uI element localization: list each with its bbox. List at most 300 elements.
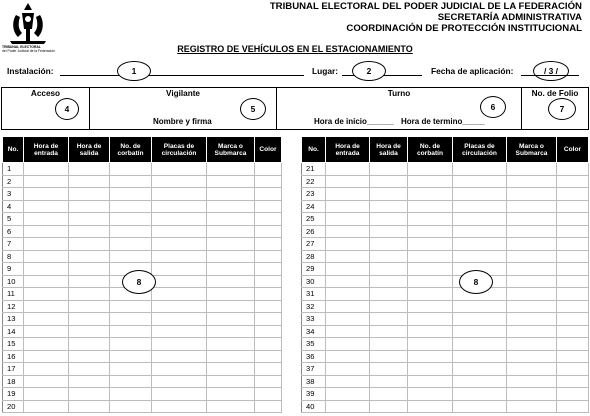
- table-cell[interactable]: [326, 375, 370, 388]
- table-cell[interactable]: [408, 313, 453, 326]
- table-cell[interactable]: [557, 263, 589, 276]
- table-cell[interactable]: [408, 188, 453, 201]
- table-cell[interactable]: [408, 200, 453, 213]
- table-row: [3, 200, 282, 213]
- table-cell[interactable]: [24, 213, 69, 226]
- table-cell[interactable]: [326, 175, 370, 188]
- table-cell[interactable]: [110, 225, 152, 238]
- table-cell[interactable]: [255, 200, 282, 213]
- table-cell[interactable]: [326, 163, 370, 176]
- table-cell[interactable]: [453, 250, 507, 263]
- table-cell[interactable]: [69, 288, 110, 301]
- table-cell[interactable]: [207, 350, 255, 363]
- marker-8-right: 8: [459, 270, 493, 294]
- row-number: 26: [302, 225, 326, 238]
- table-row: [3, 388, 282, 401]
- table-cell[interactable]: [255, 338, 282, 351]
- row-number: 7: [3, 238, 24, 251]
- marker-8-left: 8: [122, 270, 156, 294]
- table-cell[interactable]: [255, 238, 282, 251]
- table-cell[interactable]: [507, 338, 557, 351]
- table-cell[interactable]: [207, 213, 255, 226]
- table-cell[interactable]: [24, 163, 69, 176]
- table-cell[interactable]: [69, 313, 110, 326]
- instalacion-field[interactable]: [60, 75, 304, 76]
- table-row: [302, 250, 589, 263]
- table-cell[interactable]: [557, 275, 589, 288]
- table-cell[interactable]: [207, 163, 255, 176]
- table-cell[interactable]: [453, 300, 507, 313]
- table-cell[interactable]: [408, 225, 453, 238]
- table-cell[interactable]: [207, 175, 255, 188]
- table-cell[interactable]: [370, 200, 408, 213]
- table-cell[interactable]: [557, 338, 589, 351]
- table-cell[interactable]: [110, 300, 152, 313]
- table-cell[interactable]: [110, 213, 152, 226]
- table-cell[interactable]: [110, 188, 152, 201]
- vigilante-subtitle: Nombre y firma: [153, 117, 212, 126]
- table-cell[interactable]: [152, 250, 207, 263]
- table-cell[interactable]: [110, 175, 152, 188]
- table-cell[interactable]: [152, 238, 207, 251]
- table-cell[interactable]: [69, 350, 110, 363]
- table-cell[interactable]: [507, 300, 557, 313]
- table-cell[interactable]: [110, 400, 152, 413]
- table-cell[interactable]: [326, 213, 370, 226]
- table-cell[interactable]: [110, 388, 152, 401]
- table-cell[interactable]: [453, 325, 507, 338]
- table-cell[interactable]: [152, 338, 207, 351]
- table-cell[interactable]: [207, 313, 255, 326]
- table-row: [302, 350, 589, 363]
- table-cell[interactable]: [453, 225, 507, 238]
- table-cell[interactable]: [24, 300, 69, 313]
- table-cell[interactable]: [370, 263, 408, 276]
- table-row: [302, 263, 589, 276]
- table-cell[interactable]: [69, 363, 110, 376]
- table-cell[interactable]: [408, 213, 453, 226]
- row-number: 29: [302, 263, 326, 276]
- row-number: 22: [302, 175, 326, 188]
- table-cell[interactable]: [152, 363, 207, 376]
- table-cell[interactable]: [326, 388, 370, 401]
- table-cell[interactable]: [69, 325, 110, 338]
- table-header-row: [3, 137, 282, 163]
- table-cell[interactable]: [557, 363, 589, 376]
- table-cell[interactable]: [24, 238, 69, 251]
- table-cell[interactable]: [370, 275, 408, 288]
- table-cell[interactable]: [207, 188, 255, 201]
- row-number: 24: [302, 200, 326, 213]
- table-cell[interactable]: [453, 163, 507, 176]
- row-number: 40: [302, 400, 326, 413]
- table-cell[interactable]: [110, 375, 152, 388]
- table-cell[interactable]: [255, 388, 282, 401]
- table-cell[interactable]: [152, 213, 207, 226]
- table-cell[interactable]: [453, 313, 507, 326]
- table-cell[interactable]: [326, 350, 370, 363]
- table-cell[interactable]: [255, 263, 282, 276]
- table-cell[interactable]: [24, 325, 69, 338]
- table-cell[interactable]: [207, 388, 255, 401]
- table-cell[interactable]: [557, 388, 589, 401]
- table-cell[interactable]: [557, 350, 589, 363]
- table-cell[interactable]: [370, 225, 408, 238]
- col-corbatin: No. de corbatín: [408, 137, 453, 163]
- table-cell[interactable]: [453, 338, 507, 351]
- table-cell[interactable]: [24, 275, 69, 288]
- table-cell[interactable]: [207, 300, 255, 313]
- instalacion-label: Instalación:: [7, 66, 54, 76]
- table-cell[interactable]: [69, 263, 110, 276]
- table-cell[interactable]: [370, 300, 408, 313]
- col-marca: Marca o Submarca: [207, 137, 255, 163]
- table-cell[interactable]: [24, 288, 69, 301]
- table-cell[interactable]: [255, 275, 282, 288]
- table-cell[interactable]: [24, 388, 69, 401]
- table-cell[interactable]: [69, 375, 110, 388]
- table-cell[interactable]: [255, 288, 282, 301]
- table-cell[interactable]: [69, 225, 110, 238]
- table-cell[interactable]: [507, 363, 557, 376]
- col-color: Color: [557, 137, 589, 163]
- table-cell[interactable]: [453, 188, 507, 201]
- table-cell[interactable]: [408, 375, 453, 388]
- table-cell[interactable]: [255, 188, 282, 201]
- table-cell[interactable]: [557, 250, 589, 263]
- table-cell[interactable]: [207, 200, 255, 213]
- table-cell[interactable]: [557, 375, 589, 388]
- table-cell[interactable]: [152, 225, 207, 238]
- table-cell[interactable]: [507, 213, 557, 226]
- table-cell[interactable]: [152, 300, 207, 313]
- table-cell[interactable]: [207, 250, 255, 263]
- table-cell[interactable]: [110, 313, 152, 326]
- col-no: No.: [302, 137, 326, 163]
- table-row: [302, 188, 589, 201]
- table-row: [3, 250, 282, 263]
- table-cell[interactable]: [152, 375, 207, 388]
- acceso-section[interactable]: [1, 87, 90, 130]
- table-cell[interactable]: [255, 300, 282, 313]
- table-row: [302, 288, 589, 301]
- table-cell[interactable]: [557, 213, 589, 226]
- table-cell[interactable]: [370, 288, 408, 301]
- table-cell[interactable]: [152, 163, 207, 176]
- table-cell[interactable]: [255, 163, 282, 176]
- table-cell[interactable]: [370, 313, 408, 326]
- table-cell[interactable]: [507, 400, 557, 413]
- table-cell[interactable]: [507, 238, 557, 251]
- table-row: [302, 325, 589, 338]
- table-cell[interactable]: [453, 350, 507, 363]
- table-cell[interactable]: [24, 200, 69, 213]
- marker-3: / 3 /: [533, 61, 569, 81]
- table-cell[interactable]: [370, 175, 408, 188]
- table-cell[interactable]: [370, 363, 408, 376]
- table-cell[interactable]: [408, 275, 453, 288]
- table-cell[interactable]: [370, 338, 408, 351]
- table-cell[interactable]: [255, 225, 282, 238]
- table-cell[interactable]: [507, 225, 557, 238]
- table-cell[interactable]: [370, 163, 408, 176]
- table-cell[interactable]: [507, 188, 557, 201]
- table-row: [3, 375, 282, 388]
- row-number: 19: [3, 388, 24, 401]
- row-number: 27: [302, 238, 326, 251]
- table-cell[interactable]: [507, 388, 557, 401]
- row-number: 33: [302, 313, 326, 326]
- table-cell[interactable]: [152, 325, 207, 338]
- table-cell[interactable]: [557, 300, 589, 313]
- table-cell[interactable]: [507, 163, 557, 176]
- table-cell[interactable]: [24, 350, 69, 363]
- table-row: [3, 363, 282, 376]
- table-cell[interactable]: [152, 188, 207, 201]
- table-cell[interactable]: [24, 175, 69, 188]
- table-cell[interactable]: [408, 288, 453, 301]
- row-number: 5: [3, 213, 24, 226]
- table-cell[interactable]: [557, 288, 589, 301]
- table-cell[interactable]: [207, 375, 255, 388]
- table-cell[interactable]: [207, 325, 255, 338]
- table-cell[interactable]: [370, 325, 408, 338]
- table-cell[interactable]: [408, 238, 453, 251]
- table-cell[interactable]: [255, 375, 282, 388]
- table-cell[interactable]: [152, 350, 207, 363]
- table-header-row: [302, 137, 589, 163]
- table-cell[interactable]: [24, 375, 69, 388]
- table-cell[interactable]: [110, 350, 152, 363]
- table-cell[interactable]: [557, 225, 589, 238]
- table-cell[interactable]: [370, 375, 408, 388]
- table-cell[interactable]: [24, 263, 69, 276]
- table-cell[interactable]: [507, 175, 557, 188]
- table-cell[interactable]: [110, 338, 152, 351]
- table-cell[interactable]: [408, 263, 453, 276]
- table-cell[interactable]: [152, 275, 207, 288]
- table-cell[interactable]: [110, 250, 152, 263]
- table-cell[interactable]: [557, 163, 589, 176]
- table-cell[interactable]: [24, 400, 69, 413]
- table-cell[interactable]: [207, 400, 255, 413]
- table-cell[interactable]: [326, 225, 370, 238]
- table-cell[interactable]: [152, 388, 207, 401]
- vigilante-section[interactable]: [89, 87, 277, 130]
- table-cell[interactable]: [24, 188, 69, 201]
- table-cell[interactable]: [255, 350, 282, 363]
- table-cell[interactable]: [557, 400, 589, 413]
- table-cell[interactable]: [453, 363, 507, 376]
- table-cell[interactable]: [326, 250, 370, 263]
- table-cell[interactable]: [408, 388, 453, 401]
- col-marca: Marca o Submarca: [507, 137, 557, 163]
- table-cell[interactable]: [557, 188, 589, 201]
- table-cell[interactable]: [207, 363, 255, 376]
- table-cell[interactable]: [69, 213, 110, 226]
- table-cell[interactable]: [370, 388, 408, 401]
- turno-title: Turno: [387, 89, 411, 98]
- table-cell[interactable]: [24, 338, 69, 351]
- table-cell[interactable]: [408, 175, 453, 188]
- table-cell[interactable]: [255, 250, 282, 263]
- table-cell[interactable]: [453, 375, 507, 388]
- folio-section[interactable]: [521, 87, 589, 130]
- table-cell[interactable]: [255, 363, 282, 376]
- table-cell[interactable]: [326, 238, 370, 251]
- table-cell[interactable]: [370, 250, 408, 263]
- table-cell[interactable]: [453, 238, 507, 251]
- table-cell[interactable]: [507, 263, 557, 276]
- table-cell[interactable]: [557, 175, 589, 188]
- table-cell[interactable]: [69, 388, 110, 401]
- table-cell[interactable]: [326, 400, 370, 413]
- table-cell[interactable]: [453, 200, 507, 213]
- table-cell[interactable]: [255, 213, 282, 226]
- table-cell[interactable]: [152, 313, 207, 326]
- row-number: 39: [302, 388, 326, 401]
- table-cell[interactable]: [69, 238, 110, 251]
- table-cell[interactable]: [69, 300, 110, 313]
- table-cell[interactable]: [69, 275, 110, 288]
- table-cell[interactable]: [408, 350, 453, 363]
- marker-4: 4: [55, 98, 79, 120]
- table-cell[interactable]: [453, 213, 507, 226]
- table-row: [302, 275, 589, 288]
- table-cell[interactable]: [69, 163, 110, 176]
- row-number: 21: [302, 163, 326, 176]
- table-cell[interactable]: [110, 325, 152, 338]
- table-cell[interactable]: [255, 313, 282, 326]
- table-cell[interactable]: [408, 163, 453, 176]
- row-number: 31: [302, 288, 326, 301]
- logo-text: TRIBUNAL ELECTORAL del Poder Judicial de la Federación: [2, 45, 55, 53]
- table-cell[interactable]: [408, 325, 453, 338]
- table-cell[interactable]: [326, 263, 370, 276]
- table-row: [3, 225, 282, 238]
- table-cell[interactable]: [152, 175, 207, 188]
- marker-6: 6: [480, 96, 506, 118]
- vigilante-title: Vigilante: [166, 89, 200, 98]
- row-number: 12: [3, 300, 24, 313]
- table-cell[interactable]: [255, 400, 282, 413]
- table-cell[interactable]: [207, 263, 255, 276]
- table-cell[interactable]: [507, 275, 557, 288]
- table-cell[interactable]: [326, 313, 370, 326]
- table-cell[interactable]: [152, 288, 207, 301]
- table-cell[interactable]: [24, 225, 69, 238]
- table-cell[interactable]: [408, 250, 453, 263]
- turno-section[interactable]: [276, 87, 522, 130]
- table-cell[interactable]: [507, 350, 557, 363]
- table-cell[interactable]: [507, 375, 557, 388]
- table-cell[interactable]: [326, 275, 370, 288]
- table-cell[interactable]: [326, 325, 370, 338]
- table-cell[interactable]: [408, 300, 453, 313]
- table-cell[interactable]: [326, 300, 370, 313]
- table-cell[interactable]: [207, 338, 255, 351]
- table-cell[interactable]: [69, 200, 110, 213]
- table-cell[interactable]: [207, 288, 255, 301]
- table-cell[interactable]: [507, 288, 557, 301]
- table-cell[interactable]: [557, 325, 589, 338]
- table-cell[interactable]: [24, 313, 69, 326]
- col-hora-salida: Hora de salida: [69, 137, 110, 163]
- table-cell[interactable]: [152, 263, 207, 276]
- vehicle-table-right: [301, 136, 589, 413]
- row-number: 4: [3, 200, 24, 213]
- row-number: 10: [3, 275, 24, 288]
- table-cell[interactable]: [370, 238, 408, 251]
- table-cell[interactable]: [408, 400, 453, 413]
- table-row: [3, 325, 282, 338]
- table-cell[interactable]: [207, 225, 255, 238]
- table-cell[interactable]: [453, 175, 507, 188]
- table-cell[interactable]: [69, 175, 110, 188]
- table-cell[interactable]: [152, 400, 207, 413]
- table-cell[interactable]: [69, 250, 110, 263]
- table-cell[interactable]: [557, 238, 589, 251]
- table-cell[interactable]: [326, 200, 370, 213]
- table-cell[interactable]: [110, 363, 152, 376]
- table-cell[interactable]: [255, 325, 282, 338]
- table-cell[interactable]: [557, 200, 589, 213]
- table-cell[interactable]: [326, 288, 370, 301]
- table-cell[interactable]: [207, 275, 255, 288]
- table-cell[interactable]: [370, 188, 408, 201]
- coordination-name: COORDINACIÓN DE PROTECCIÓN INSTITUCIONAL: [346, 23, 582, 34]
- table-cell[interactable]: [326, 338, 370, 351]
- table-cell[interactable]: [24, 363, 69, 376]
- table-cell[interactable]: [110, 200, 152, 213]
- table-row: [3, 338, 282, 351]
- table-row: [302, 363, 589, 376]
- table-cell[interactable]: [24, 250, 69, 263]
- table-cell[interactable]: [507, 313, 557, 326]
- table-cell[interactable]: [326, 363, 370, 376]
- table-cell[interactable]: [408, 363, 453, 376]
- table-row: [3, 350, 282, 363]
- col-placas: Placas de circulación: [152, 137, 207, 163]
- table-cell[interactable]: [69, 188, 110, 201]
- table-cell[interactable]: [557, 313, 589, 326]
- table-cell[interactable]: [69, 400, 110, 413]
- table-cell[interactable]: [207, 238, 255, 251]
- table-cell[interactable]: [408, 338, 453, 351]
- row-number: 16: [3, 350, 24, 363]
- table-cell[interactable]: [507, 250, 557, 263]
- table-cell[interactable]: [110, 163, 152, 176]
- row-number: 30: [302, 275, 326, 288]
- table-cell[interactable]: [507, 200, 557, 213]
- fecha-label: Fecha de aplicación:: [431, 66, 514, 76]
- turno-inicio: Hora de inicio______: [314, 117, 394, 126]
- table-cell[interactable]: [69, 338, 110, 351]
- row-number: 3: [3, 188, 24, 201]
- table-cell[interactable]: [507, 325, 557, 338]
- table-cell[interactable]: [255, 175, 282, 188]
- table-cell[interactable]: [453, 388, 507, 401]
- row-number: 17: [3, 363, 24, 376]
- table-cell[interactable]: [370, 400, 408, 413]
- table-row: [302, 238, 589, 251]
- table-cell[interactable]: [152, 200, 207, 213]
- table-cell[interactable]: [326, 188, 370, 201]
- table-cell[interactable]: [110, 238, 152, 251]
- table-cell[interactable]: [370, 350, 408, 363]
- table-cell[interactable]: [370, 213, 408, 226]
- table-cell[interactable]: [453, 400, 507, 413]
